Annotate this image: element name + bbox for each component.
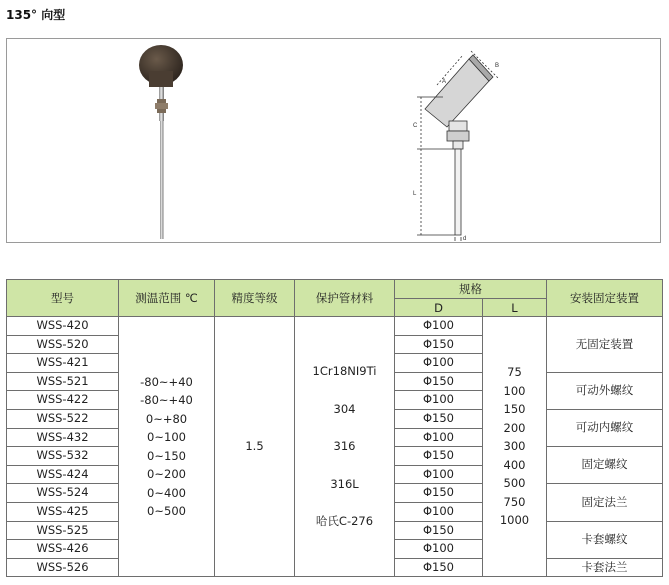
product-photo: [137, 45, 197, 241]
material-value: 304: [333, 401, 356, 416]
model-cell: WSS-424: [7, 465, 119, 484]
figure-panel: [6, 38, 661, 243]
diameter-cell: Φ150: [395, 372, 483, 391]
diameter-cell: Φ100: [395, 502, 483, 521]
length-value: 75: [507, 365, 522, 380]
range-value: 0~150: [147, 448, 186, 463]
diameter-cell: Φ100: [395, 391, 483, 410]
model-cell: WSS-526: [7, 558, 119, 577]
header-d: D: [395, 299, 483, 317]
range-value: 0~200: [147, 467, 186, 482]
material-value: 1Cr18NI9Ti: [312, 364, 377, 379]
mount-cell: 卡套螺纹: [547, 521, 663, 558]
model-cell: WSS-426: [7, 540, 119, 559]
mount-cell: 固定螺纹: [547, 447, 663, 484]
header-range: 测温范围 ℃: [119, 280, 215, 317]
range-value: -80~+40: [140, 393, 193, 408]
header-accuracy: 精度等级: [215, 280, 295, 317]
length-value: 300: [503, 439, 526, 454]
length-value: 400: [503, 457, 526, 472]
range-cell: [119, 317, 215, 577]
diameter-cell: Φ150: [395, 447, 483, 466]
material-value: 316L: [330, 476, 359, 491]
dimension-label-l: L: [413, 191, 417, 197]
diameter-cell: Φ150: [395, 558, 483, 577]
length-value: 500: [503, 476, 526, 491]
page-title: 135° 向型: [6, 8, 66, 22]
range-value: 0~500: [147, 504, 186, 519]
diameter-cell: Φ100: [395, 465, 483, 484]
dimension-label-b: B: [495, 63, 500, 69]
dimension-label-d: d: [463, 236, 467, 241]
diameter-cell: Φ150: [395, 484, 483, 503]
length-value: 1000: [499, 513, 530, 528]
dimension-label-a: A: [442, 79, 447, 85]
model-cell: WSS-524: [7, 484, 119, 503]
length-value: 750: [503, 494, 526, 509]
diameter-cell: Φ150: [395, 335, 483, 354]
model-cell: WSS-432: [7, 428, 119, 447]
model-cell: WSS-421: [7, 354, 119, 373]
material-value: 316: [333, 439, 356, 454]
header-spec: 规格: [395, 280, 547, 299]
length-value: 100: [503, 383, 526, 398]
length-value: 200: [503, 420, 526, 435]
model-cell: WSS-422: [7, 391, 119, 410]
mount-cell: 卡套法兰: [547, 558, 663, 577]
mount-cell: 无固定装置: [547, 317, 663, 373]
model-cell: WSS-420: [7, 317, 119, 336]
header-mount: 安装固定装置: [547, 280, 663, 317]
model-cell: WSS-521: [7, 372, 119, 391]
spec-table: [6, 279, 663, 577]
dimension-drawing: [407, 45, 527, 241]
accuracy-cell: 1.5: [215, 317, 295, 577]
material-cell: [295, 317, 395, 577]
mount-cell: 可动内螺纹: [547, 409, 663, 446]
range-value: 0~+80: [145, 411, 188, 426]
model-cell: WSS-425: [7, 502, 119, 521]
diameter-cell: Φ100: [395, 540, 483, 559]
diameter-cell: Φ150: [395, 521, 483, 540]
range-value: -80~+40: [140, 374, 193, 389]
header-material: 保护管材料: [295, 280, 395, 317]
header-l: L: [483, 299, 547, 317]
range-value: 0~400: [147, 485, 186, 500]
model-cell: WSS-522: [7, 409, 119, 428]
diameter-cell: Φ100: [395, 317, 483, 336]
model-cell: WSS-532: [7, 447, 119, 466]
length-cell: [483, 317, 547, 577]
mount-cell: 固定法兰: [547, 484, 663, 521]
material-value: 哈氏C-276: [315, 514, 374, 529]
diameter-cell: Φ100: [395, 428, 483, 447]
mount-cell: 可动外螺纹: [547, 372, 663, 409]
model-cell: WSS-520: [7, 335, 119, 354]
diameter-cell: Φ150: [395, 409, 483, 428]
model-cell: WSS-525: [7, 521, 119, 540]
length-value: 150: [503, 402, 526, 417]
dimension-label-c: C: [413, 123, 418, 129]
header-model: 型号: [7, 280, 119, 317]
range-value: 0~100: [147, 430, 186, 445]
diameter-cell: Φ100: [395, 354, 483, 373]
